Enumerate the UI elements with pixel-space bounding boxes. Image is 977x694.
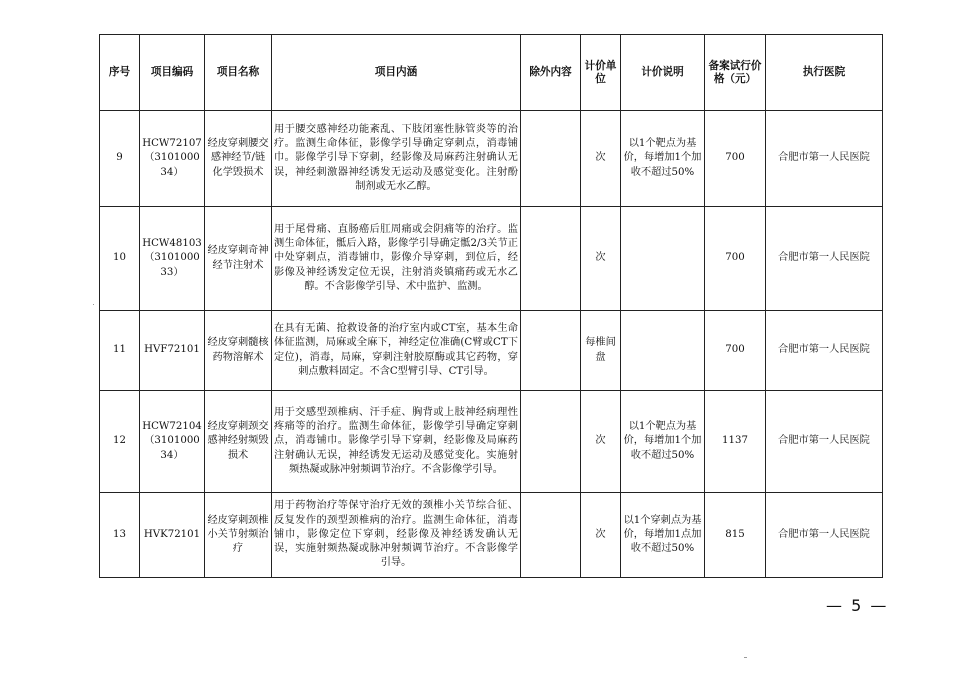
cell-price: 1137 [705, 391, 766, 493]
cell-unit: 每椎间盘 [581, 311, 621, 391]
page-number: — 5 — [826, 596, 889, 615]
table-row [100, 391, 883, 493]
cell-content: 用于交感型颈椎病、汗手症、胸背或上肢神经病理性疼痛等的治疗。监测生命体征，影像学引导确定穿刺点，消毒铺巾。影像学引导下穿刺，经影像及局麻药注射确认无误，神经诱发无运动及感觉变化。实施射频热凝或脉冲射频调节治疗。不含影像学引导。 [272, 391, 521, 493]
cell-price: 700 [705, 207, 766, 311]
cell-content: 用于尾骨痛、直肠癌后肛周痛或会阴痛等的治疗。监测生命体征，骶后入路，影像学引导确定骶2/3关节正中处穿刺点，消毒铺巾，影像介导穿刺，到位后，经影像及神经诱发定位无误，注射消炎镇痛药或无水乙醇。不含影像学引导、术中监护、监测。 [272, 207, 521, 311]
cell-no: 10 [100, 207, 140, 311]
fee-table [99, 34, 883, 578]
table-row [100, 111, 883, 207]
col-header-no: 序号 [100, 35, 140, 111]
cell-note: 以1个穿刺点为基价，每增加1点加收不超过50% [621, 493, 705, 578]
cell-content: 用于腰交感神经功能紊乱、下肢闭塞性脉管炎等的治疗。监测生命体征，影像学引导确定穿刺点，消毒铺巾。影像学引导下穿刺，经影像及局麻药注射确认无误，神经刺激器神经诱发无运动及感觉变化。注射酚制剂或无水乙醇。 [272, 111, 521, 207]
col-header-price: 备案试行价格（元） [705, 35, 766, 111]
cell-unit: 次 [581, 207, 621, 311]
cell-code: HVK72101 [140, 493, 205, 578]
scan-speck [93, 304, 94, 305]
cell-hospital: 合肥市第一人民医院 [766, 311, 883, 391]
col-header-note: 计价说明 [621, 35, 705, 111]
col-header-exclusions: 除外内容 [521, 35, 581, 111]
cell-hospital: 合肥市第一人民医院 [766, 111, 883, 207]
table-row [100, 207, 883, 311]
cell-exclusions [521, 311, 581, 391]
cell-price: 815 [705, 493, 766, 578]
cell-no: 11 [100, 311, 140, 391]
cell-no: 9 [100, 111, 140, 207]
cell-hospital: 合肥市第一人民医院 [766, 391, 883, 493]
cell-content: 用于药物治疗等保守治疗无效的颈椎小关节综合征、反复发作的颈型颈椎病的治疗。监测生命体征，消毒铺巾，影像定位下穿刺，经影像及神经诱发确认无误，实施射频热凝或脉冲射频调节治疗。不含影像学引导。 [272, 493, 521, 578]
cell-note: 以1个靶点为基价，每增加1个加收不超过50% [621, 391, 705, 493]
cell-name: 经皮穿刺颈交感神经射频毁损术 [205, 391, 272, 493]
cell-name: 经皮穿刺髓核药物溶解术 [205, 311, 272, 391]
cell-unit: 次 [581, 391, 621, 493]
cell-exclusions [521, 207, 581, 311]
cell-exclusions [521, 493, 581, 578]
col-header-code: 项目编码 [140, 35, 205, 111]
cell-code: HCW72104（310100034） [140, 391, 205, 493]
cell-name: 经皮穿刺腰交感神经节/链化学毁损术 [205, 111, 272, 207]
col-header-unit: 计价单位 [581, 35, 621, 111]
cell-code: HVF72101 [140, 311, 205, 391]
cell-no: 13 [100, 493, 140, 578]
cell-price: 700 [705, 111, 766, 207]
col-header-name: 项目名称 [205, 35, 272, 111]
cell-price: 700 [705, 311, 766, 391]
cell-note [621, 207, 705, 311]
cell-hospital: 合肥市第一人民医院 [766, 493, 883, 578]
header-row [100, 35, 883, 111]
cell-code: HCW48103（310100033） [140, 207, 205, 311]
cell-code: HCW72107（310100034） [140, 111, 205, 207]
cell-no: 12 [100, 391, 140, 493]
col-header-hospital: 执行医院 [766, 35, 883, 111]
cell-note: 以1个靶点为基价，每增加1个加收不超过50% [621, 111, 705, 207]
cell-name: 经皮穿刺奇神经节注射术 [205, 207, 272, 311]
cell-hospital: 合肥市第一人民医院 [766, 207, 883, 311]
cell-note [621, 311, 705, 391]
scan-speck [744, 657, 747, 658]
cell-exclusions [521, 111, 581, 207]
col-header-content: 项目内涵 [272, 35, 521, 111]
table-row [100, 493, 883, 578]
cell-unit: 次 [581, 493, 621, 578]
cell-exclusions [521, 391, 581, 493]
cell-name: 经皮穿刺颈椎小关节射频治疗 [205, 493, 272, 578]
cell-unit: 次 [581, 111, 621, 207]
table-row [100, 311, 883, 391]
cell-content: 在具有无菌、抢救设备的治疗室内或CT室，基本生命体征监测，局麻或全麻下，神经定位准确(C臂或CT下定位)，消毒，局麻，穿刺注射胶原酶或其它药物，穿刺点敷料固定。不含C型臂引导、CT引导。 [272, 311, 521, 391]
